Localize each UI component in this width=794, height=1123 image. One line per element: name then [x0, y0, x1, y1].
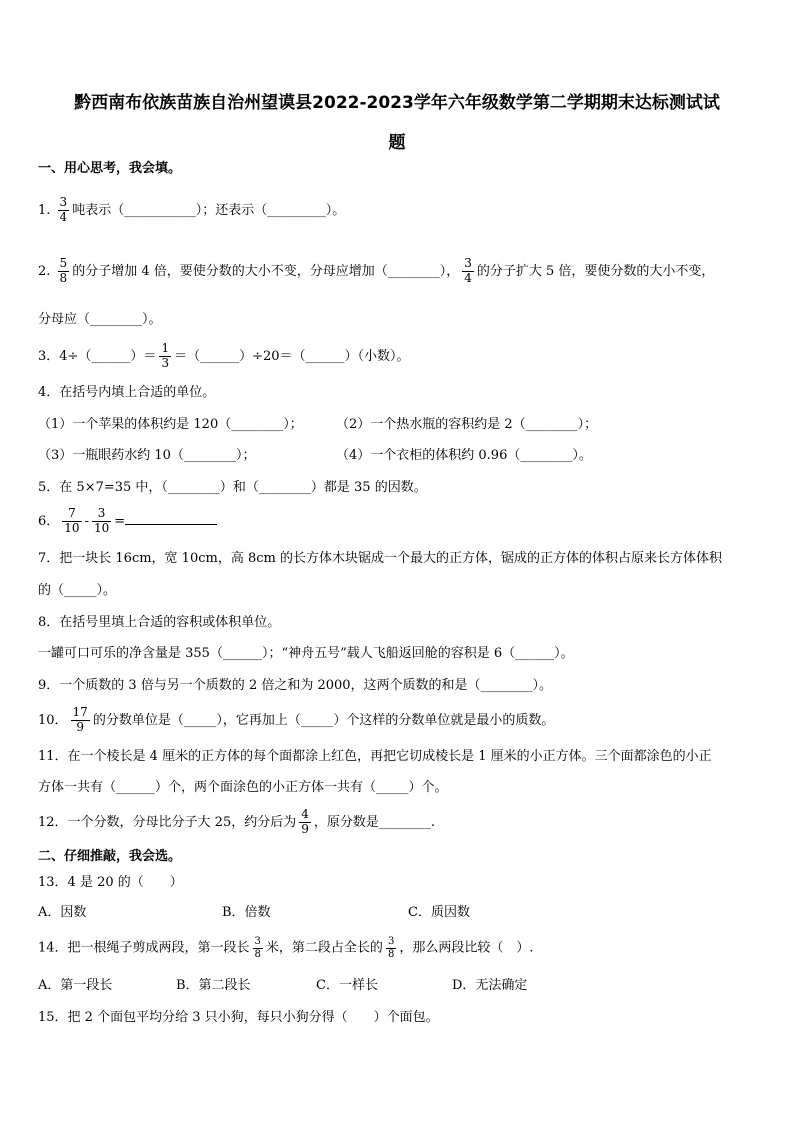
question-4-3: （3）一瓶眼药水约 10（________）；	[38, 448, 256, 463]
question-2-cont: 分母应（________）。	[38, 312, 162, 327]
question-13: 13．4 是 20 的（ ）	[38, 875, 183, 890]
question-6: 6． $\frac{7}{10}$ - $\frac{3}{10}$ =	[38, 507, 217, 536]
question-4-1: （1）一个苹果的体积约是 120（________）；	[38, 417, 303, 432]
question-7-line1: 7．把一块长 16cm，宽 10cm，高 8cm 的长方体木块锯成一个最大的正方体，锯成的正方体的体积占原来长方体体积	[38, 551, 722, 566]
section-2-heading: 二、仔细推敲，我会选。	[38, 849, 182, 864]
question-7-line2: 的（_____）。	[38, 583, 117, 598]
option-b: B．倍数	[222, 905, 271, 920]
option-c: C．质因数	[408, 905, 470, 920]
question-2: 2. $\frac{5}{8}$ 的分子增加 4 倍，要使分数的大小不变，分母应增加（________）， $\frac{3}{4}$ 的分子扩大 5 倍，要使分数的大小不变，	[38, 256, 715, 285]
question-14: 14．把一根绳子剪成两段，第一段长 $\frac{3}{8}$ 米，第二段占全长的 $\frac{3}{8}$ ，那么两段比较（ ）.	[38, 936, 534, 960]
option-a: A．第一段长	[38, 978, 113, 993]
fraction: $\frac{1}{3}$	[161, 341, 170, 370]
fraction: $\frac{3}{4}$	[464, 256, 472, 285]
fraction: $\frac{3}{8}$	[387, 936, 395, 960]
question-10: 10． $\frac{17}{9}$ 的分数单位是（_____），它再加上（_____）个这样的分数单位就是最小的质数。	[38, 705, 555, 734]
question-11-line1: 11．在一个棱长是 4 厘米的正方体的每个面都涂上红色，再把它切成棱长是 1 厘米的小正方体。三个面都涂色的小正	[38, 749, 712, 764]
option-d: D．无法确定	[452, 978, 528, 993]
question-8-heading: 8．在括号里填上合适的容积或体积单位。	[38, 615, 281, 630]
question-4-2: （2）一个热水瓶的容积约是 2（________）；	[336, 417, 598, 432]
fraction: $\frac{17}{9}$	[72, 705, 88, 734]
fraction: $\frac{7}{10}$	[64, 506, 80, 535]
option-a: A．因数	[38, 905, 87, 920]
exam-title-line2: 题	[388, 133, 406, 153]
fraction: $\frac{3}{4}$	[59, 195, 68, 224]
question-5: 5．在 5×7=35 中，（________）和（________）都是 35 的因数。	[38, 480, 427, 495]
fraction: $\frac{3}{8}$	[254, 936, 261, 960]
fraction: $\frac{4}{9}$	[301, 807, 309, 836]
fraction: $\frac{5}{8}$	[59, 256, 68, 285]
question-12: 12．一个分数，分母比分子大 25，约分后为 $\frac{4}{9}$ ，原分数是________.	[38, 807, 435, 836]
fraction: $\frac{3}{10}$	[93, 506, 110, 535]
section-1-heading: 一、用心思考，我会填。	[38, 161, 182, 176]
question-9: 9．一个质数的 3 倍与另一个质数的 2 倍之和为 2000，这两个质数的和是（________）。	[38, 678, 553, 693]
answer-blank	[125, 512, 217, 525]
question-4-4: （4）一个衣柜的体积约 0.96（________）。	[336, 448, 592, 463]
question-4-heading: 4．在括号内填上合适的单位。	[38, 385, 216, 400]
option-b: B．第二段长	[176, 978, 251, 993]
exam-title-line1: 黔西南布依族苗族自治州望谟县2022-2023学年六年级数学第二学期期末达标测试试	[74, 93, 720, 113]
option-c: C．一样长	[316, 978, 378, 993]
question-8-body: 一罐可口可乐的净含量是 355（______）；“神舟五号”载人飞船返回舱的容积是 6（______）。	[38, 646, 574, 661]
question-3: 3．4÷（______）＝ $\frac{1}{3}$ ＝（______）÷20＝（______）（小数）。	[38, 341, 410, 370]
question-11-line2: 方体一共有（______）个，两个面涂色的小正方体一共有（_____）个。	[38, 780, 448, 795]
question-1: 1. $\frac{3}{4}$ 吨表示（___________）；还表示（_________）。	[38, 195, 346, 224]
question-15: 15．把 2 个面包平均分给 3 只小狗，每只小狗分得（ ）个面包。	[38, 1010, 439, 1025]
